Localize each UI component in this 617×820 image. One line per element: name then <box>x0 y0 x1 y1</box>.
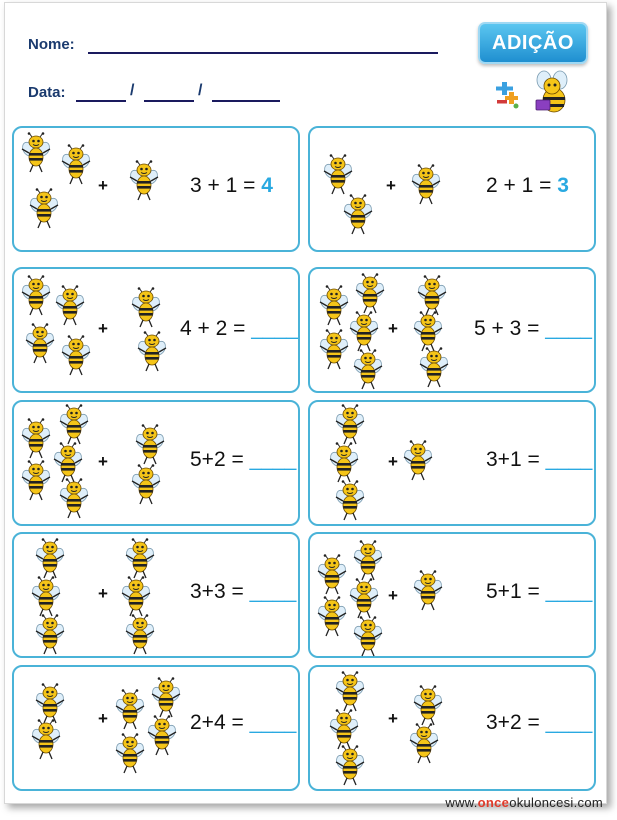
addition-card <box>308 532 596 658</box>
equation-text: 5+1 = <box>486 580 540 603</box>
name-line <box>88 52 438 54</box>
plus-sign: + <box>388 452 398 471</box>
bee-icon <box>320 154 356 196</box>
equation-text: 3 + 1 = <box>190 174 256 197</box>
bee-icon <box>18 275 54 317</box>
date-day-line <box>76 100 126 102</box>
bee-icon <box>410 570 446 612</box>
bee-icon <box>340 194 376 236</box>
date-separator: / <box>198 82 203 99</box>
bee-icon <box>406 723 442 765</box>
bee-icon <box>52 285 88 327</box>
answer-blank: ____ <box>251 317 298 340</box>
equation <box>474 317 592 341</box>
bee-icon <box>346 578 382 620</box>
date-year-line <box>212 100 280 102</box>
answer-blank: ____ <box>545 580 593 603</box>
bee-icon <box>118 576 154 618</box>
bee-icon <box>400 440 436 482</box>
footer-url[interactable] <box>445 795 603 810</box>
answer-blank: ____ <box>249 580 297 603</box>
bee-icon <box>56 478 92 520</box>
equation <box>486 448 592 472</box>
plus-sign: + <box>98 319 108 338</box>
plus-sign: + <box>98 452 108 471</box>
plus-sign: + <box>98 176 108 195</box>
bee-icon <box>128 287 164 329</box>
equation-text: 5 + 3 = <box>474 317 540 340</box>
addition-card <box>12 665 300 791</box>
name-label: Nome: <box>28 36 75 53</box>
footer-brand: once <box>477 795 510 810</box>
equation <box>190 580 296 604</box>
addition-card <box>308 665 596 791</box>
plus-sign: + <box>386 176 396 195</box>
bee-icon <box>32 614 68 656</box>
equation <box>190 711 296 735</box>
bee-icon <box>58 144 94 186</box>
answer-blank: ____ <box>545 448 593 471</box>
addition-card <box>308 267 596 393</box>
math-symbols-icon <box>494 80 522 110</box>
plus-sign: + <box>98 709 108 728</box>
answer-blank: ____ <box>545 711 593 734</box>
bee-icon <box>332 745 368 787</box>
equation-text: 5+2 = <box>190 448 244 471</box>
equation <box>190 174 273 198</box>
bee-icon <box>18 132 54 174</box>
bee-icon <box>122 538 158 580</box>
equation-text: 2+4 = <box>190 711 244 734</box>
bee-icon <box>22 323 58 365</box>
plus-sign: + <box>98 584 108 603</box>
bee-icon <box>32 538 68 580</box>
addition-card <box>12 126 300 252</box>
bee-icon <box>350 616 386 658</box>
bee-icon <box>122 614 158 656</box>
addition-card <box>12 400 300 526</box>
bee-icon <box>332 480 368 522</box>
bee-icon <box>126 160 162 202</box>
equation-text: 4 + 2 = <box>180 317 246 340</box>
bee-icon <box>350 349 386 391</box>
bee-icon <box>18 418 54 460</box>
bee-icon <box>56 404 92 446</box>
bee-icon <box>326 442 362 484</box>
bee-icon <box>132 424 168 466</box>
bee-icon <box>58 335 94 377</box>
addition-card <box>12 532 300 658</box>
bee-icon <box>28 719 64 761</box>
bee-icon <box>128 464 164 506</box>
equation-text: 3+1 = <box>486 448 540 471</box>
bee-icon <box>112 689 148 731</box>
bee-icon <box>112 733 148 775</box>
plus-sign: + <box>388 586 398 605</box>
bee-icon <box>314 596 350 638</box>
bee-icon <box>332 671 368 713</box>
bee-icon <box>350 540 386 582</box>
equation <box>486 580 592 604</box>
bee-icon <box>26 188 62 230</box>
equation <box>486 174 569 198</box>
bee-icon <box>316 329 352 371</box>
date-separator: / <box>130 82 135 99</box>
bee-icon <box>408 164 444 206</box>
equation <box>486 711 592 735</box>
bee-icon <box>18 460 54 502</box>
bee-icon <box>148 677 184 719</box>
footer-prefix: www. <box>445 795 478 810</box>
bee-icon <box>410 685 446 727</box>
answer: 4 <box>261 174 273 197</box>
plus-sign: + <box>388 709 398 728</box>
equation <box>180 317 298 341</box>
bee-icon <box>332 404 368 446</box>
equation <box>190 448 296 472</box>
addition-card <box>308 126 596 252</box>
answer-blank: ____ <box>545 317 592 340</box>
addition-card <box>12 267 300 393</box>
equation-text: 3+2 = <box>486 711 540 734</box>
addition-card <box>308 400 596 526</box>
date-label: Data: <box>28 84 66 101</box>
bee-icon <box>144 715 180 757</box>
footer-suffix: okuloncesi.com <box>509 795 603 810</box>
equation-text: 2 + 1 = <box>486 174 552 197</box>
answer-blank: ____ <box>249 711 297 734</box>
bee-icon <box>416 347 452 389</box>
bee-icon <box>28 576 64 618</box>
answer-blank: ____ <box>249 448 297 471</box>
bee-icon <box>314 554 350 596</box>
answer: 3 <box>557 174 569 197</box>
date-month-line <box>144 100 194 102</box>
plus-sign: + <box>388 319 398 338</box>
equation-text: 3+3 = <box>190 580 244 603</box>
title-badge: ADIÇÃO <box>478 22 588 64</box>
bee-icon <box>352 273 388 315</box>
reading-bee-icon <box>530 70 574 116</box>
bee-icon <box>134 331 170 373</box>
